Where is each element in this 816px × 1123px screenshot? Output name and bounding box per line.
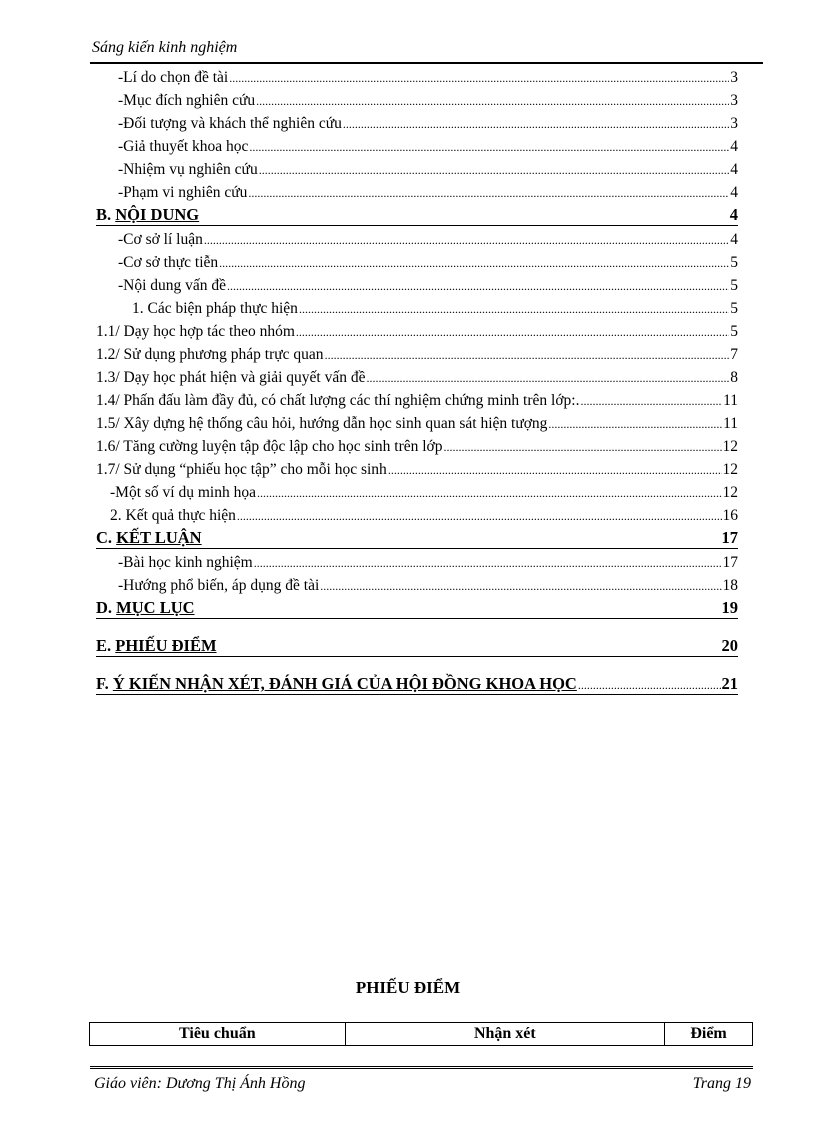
toc-entry-label: 1.7/ Sử dụng “phiếu học tập” cho mỗi học sinh bbox=[96, 461, 387, 478]
toc-page-number: 4 bbox=[730, 138, 738, 155]
toc-page-number: 18 bbox=[722, 577, 738, 594]
toc-page-number: 12 bbox=[722, 461, 738, 478]
dot-leader bbox=[343, 112, 729, 135]
dot-leader bbox=[366, 366, 729, 389]
dot-leader bbox=[320, 574, 721, 597]
toc-section-title: PHIẾU ĐIỂM bbox=[115, 636, 217, 655]
toc-page-number: 11 bbox=[723, 392, 738, 409]
toc-page-number: 4 bbox=[729, 205, 738, 224]
dot-leader bbox=[256, 89, 729, 112]
toc-entry-label: 1.5/ Xây dựng hệ thống câu hỏi, hướng dẫn học sinh quan sát hiện tượng bbox=[96, 415, 548, 432]
toc-entry bbox=[96, 574, 738, 597]
toc-entry-label bbox=[96, 597, 195, 618]
toc-entry-label: 1. Các biện pháp thực hiện bbox=[132, 300, 298, 317]
footer-author: Giáo viên: Dương Thị Ánh Hồng bbox=[94, 1075, 306, 1092]
toc-page-number: 4 bbox=[730, 231, 738, 248]
toc-entry bbox=[96, 251, 738, 274]
toc-section-heading bbox=[96, 635, 738, 657]
dot-leader bbox=[388, 458, 722, 481]
dot-leader bbox=[548, 412, 722, 435]
toc-entry-label: 1.6/ Tăng cường luyện tập độc lập cho học sinh trên lớp bbox=[96, 438, 443, 455]
toc-spacer bbox=[96, 621, 738, 635]
toc-entry bbox=[96, 389, 738, 412]
toc-page-number: 3 bbox=[730, 115, 738, 132]
toc-section-letter: B. bbox=[96, 205, 116, 224]
toc-section-heading bbox=[96, 527, 738, 549]
toc-entry bbox=[96, 181, 738, 204]
toc-section-heading bbox=[96, 204, 738, 226]
toc-entry-label: -Lí do chọn đề tài bbox=[118, 69, 229, 86]
toc-entry bbox=[96, 135, 738, 158]
toc-entry-label: -Đối tượng và khách thể nghiên cứu bbox=[118, 115, 342, 132]
toc-entry-label: -Mục đích nghiên cứu bbox=[118, 92, 256, 109]
toc-page-number: 16 bbox=[722, 507, 738, 524]
toc-page-number: 12 bbox=[722, 438, 738, 455]
toc-entry bbox=[96, 89, 738, 112]
toc-entry-label: -Cơ sở lí luận bbox=[118, 231, 203, 248]
dot-leader bbox=[578, 673, 721, 695]
toc-page-number: 11 bbox=[723, 415, 738, 432]
toc-section-letter: D. bbox=[96, 598, 117, 617]
page-header bbox=[90, 38, 763, 64]
score-table-header-row bbox=[90, 1023, 753, 1046]
toc-page-number: 4 bbox=[730, 184, 738, 201]
toc-page-number: 3 bbox=[730, 69, 738, 86]
toc-page-number: 17 bbox=[722, 554, 738, 571]
toc-section-title: Ý KIẾN NHẬN XÉT, ĐÁNH GIÁ CỦA HỘI ĐỒNG KHOA HỌC bbox=[112, 674, 577, 693]
toc-entry-label: 1.2/ Sử dụng phương pháp trực quan bbox=[96, 346, 324, 363]
toc-entry-label: 1.3/ Dạy học phát hiện và giải quyết vấn đề bbox=[96, 369, 366, 386]
dot-leader bbox=[259, 158, 730, 181]
toc-entry bbox=[96, 435, 738, 458]
toc-entry-label bbox=[96, 673, 577, 694]
toc-section-title: KẾT LUẬN bbox=[116, 528, 202, 547]
toc-page-number: 4 bbox=[730, 161, 738, 178]
toc-page-number: 5 bbox=[730, 254, 738, 271]
toc-page-number: 17 bbox=[721, 528, 738, 547]
dot-leader bbox=[325, 343, 730, 366]
toc-spacer bbox=[96, 659, 738, 673]
dot-leader bbox=[219, 251, 729, 274]
toc-entry bbox=[96, 66, 738, 89]
dot-leader bbox=[299, 297, 729, 320]
dot-leader bbox=[227, 274, 729, 297]
toc-entry-label: -Cơ sở thực tiễn bbox=[118, 254, 219, 271]
toc-entry bbox=[96, 112, 738, 135]
toc-entry-label: 1.1/ Dạy học hợp tác theo nhóm bbox=[96, 323, 295, 340]
toc-entry-label: -Bài học kinh nghiệm bbox=[118, 554, 253, 571]
toc-entry-label bbox=[96, 527, 202, 548]
column-header-comment: Nhận xét bbox=[345, 1023, 664, 1046]
toc-entry-label: -Một số ví dụ minh họa bbox=[110, 484, 256, 501]
dot-leader bbox=[249, 135, 729, 158]
toc-entry-label: 2. Kết quả thực hiện bbox=[110, 507, 236, 524]
header-title: Sáng kiến kinh nghiệm bbox=[92, 39, 238, 56]
toc-page-number: 5 bbox=[730, 323, 738, 340]
toc-page-number: 21 bbox=[721, 674, 738, 693]
toc-entry bbox=[96, 158, 738, 181]
dot-leader bbox=[204, 228, 729, 251]
toc-page-number: 5 bbox=[730, 300, 738, 317]
toc-page-number: 20 bbox=[721, 636, 738, 655]
toc-entry-label bbox=[96, 635, 217, 656]
toc-entry-label: -Nội dung vấn đề bbox=[118, 277, 227, 294]
toc-entry bbox=[96, 343, 738, 366]
dot-leader bbox=[229, 66, 729, 89]
toc-entry-label bbox=[96, 204, 199, 225]
toc-page-number: 3 bbox=[730, 92, 738, 109]
toc-entry bbox=[96, 551, 738, 574]
toc-page-number: 12 bbox=[722, 484, 738, 501]
footer-page-number: Trang 19 bbox=[692, 1075, 751, 1092]
toc-entry bbox=[96, 366, 738, 389]
dot-leader bbox=[237, 504, 722, 527]
toc-entry-label: -Phạm vi nghiên cứu bbox=[118, 184, 248, 201]
toc-page-number: 8 bbox=[730, 369, 738, 386]
toc-page-number: 7 bbox=[730, 346, 738, 363]
toc-page-number: 19 bbox=[721, 598, 738, 617]
toc-entry bbox=[96, 412, 738, 435]
toc-entry bbox=[96, 297, 738, 320]
toc-section-letter: C. bbox=[96, 528, 117, 547]
dot-leader bbox=[296, 320, 729, 343]
table-of-contents bbox=[96, 66, 738, 697]
toc-entry-label: -Giả thuyết khoa học bbox=[118, 138, 249, 155]
toc-section-letter: E. bbox=[96, 636, 116, 655]
dot-leader bbox=[580, 389, 722, 412]
dot-leader bbox=[248, 181, 729, 204]
toc-section-title: MỤC LỤC bbox=[116, 598, 195, 617]
column-header-score: Điểm bbox=[665, 1023, 753, 1046]
toc-section-heading bbox=[96, 597, 738, 619]
toc-entry bbox=[96, 274, 738, 297]
toc-entry bbox=[96, 320, 738, 343]
toc-section-letter: F. bbox=[96, 674, 113, 693]
column-header-criteria: Tiêu chuẩn bbox=[90, 1023, 346, 1046]
toc-entry bbox=[96, 458, 738, 481]
dot-leader bbox=[254, 551, 722, 574]
toc-entry bbox=[96, 228, 738, 251]
toc-section-heading bbox=[96, 673, 738, 695]
score-table bbox=[89, 1022, 753, 1046]
toc-entry bbox=[96, 481, 738, 504]
toc-entry-label: 1.4/ Phấn đấu làm đầy đủ, có chất lượng các thí nghiệm chứng minh trên lớp:. bbox=[96, 392, 580, 409]
toc-section-title: NỘI DUNG bbox=[115, 205, 200, 224]
dot-leader bbox=[257, 481, 722, 504]
toc-entry-label: -Nhiệm vụ nghiên cứu bbox=[118, 161, 258, 178]
score-sheet-title: PHIẾU ĐIỂM bbox=[355, 978, 461, 997]
dot-leader bbox=[444, 435, 722, 458]
toc-entry-label: -Hướng phổ biến, áp dụng đề tài bbox=[118, 577, 320, 594]
toc-entry bbox=[96, 504, 738, 527]
page-footer bbox=[90, 1066, 753, 1099]
toc-page-number: 5 bbox=[730, 277, 738, 294]
